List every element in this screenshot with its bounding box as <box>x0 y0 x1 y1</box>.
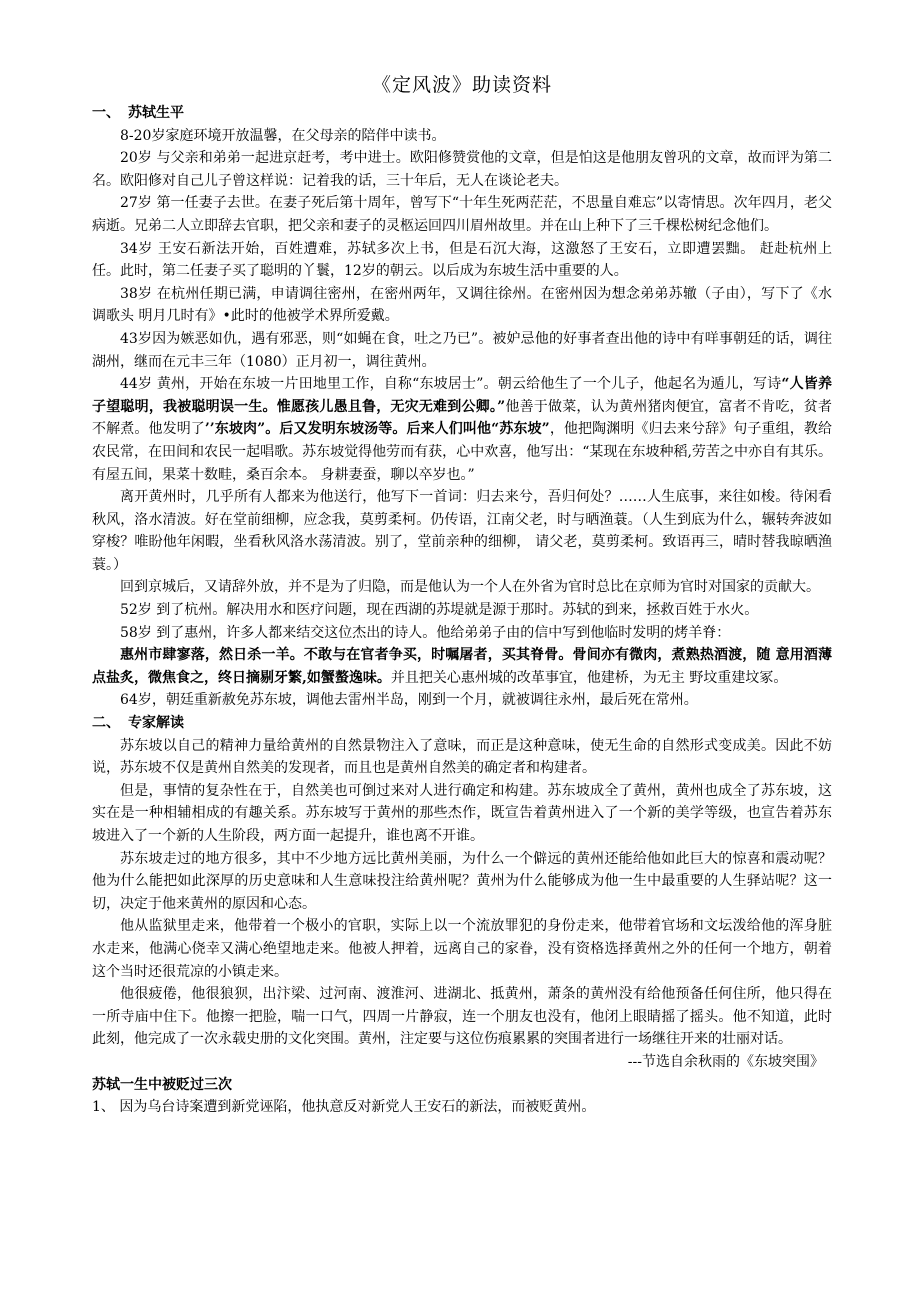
paragraph-huangzhou <box>92 373 832 486</box>
letter-quote: 惠州市肆寥落，然日杀一羊。不敢与在官者争买，时嘱屠者，买其脊骨。骨间亦有微肉，煮熟热酒渡，随 意用酒薄点盐炙，微焦食之，终日摘剔牙繁,如蟹螯逸味。 <box>92 647 832 686</box>
paragraph: 他很疲倦，他很狼狈，出汴梁、过河南、渡淮河、进湖北、抵黄州，萧条的黄州没有给他预备任何住所，他只得在一所寺庙中住下。他擦一把脸，喘一口气，四周一片静寂，连一个朋友也没有，他闭上眼睛摇了摇头。他不知道，此时此刻，他完成了一次永载史册的文化突围。黄州，注定要与这位伤痕累累的突围者进行一场继往开来的壮丽对话。 <box>92 986 832 1048</box>
paragraph: 20岁 与父亲和弟弟一起进京赶考，考中进士。欧阳修赞赏他的文章，但是怕这是他朋友曾巩的文章，故而评为第二名。欧阳修对自己儿子曾这样说：记着我的话，三十年后，无人在谈论老夫。 <box>92 150 832 189</box>
paragraph: 52岁 到了杭州。解决用水和医疗问题，现在西湖的苏堤就是源于那时。苏轼的到来，拯救百姓于水火。 <box>120 602 759 619</box>
paragraph: 64岁，朝廷重新赦免苏东坡，调他去雷州半岛，刚到一个月，就被调往永州，最后死在常州。 <box>120 692 698 709</box>
section-number: 一、 <box>92 105 120 121</box>
paragraph: 58岁 到了惠州，许多人都来结交这位杰出的诗人。他给弟弟子由的信中写到他临时发明的烤羊脊： <box>120 624 731 641</box>
poem-quote: “人皆养子望聪明，我被聪明误一生。惟愿孩儿愚且鲁，无灾无难到公卿。” <box>92 376 832 415</box>
section-heading-expert <box>92 712 832 735</box>
document-page <box>92 70 832 1119</box>
paragraph: 他从监狱里走来，他带着一个极小的官职，实际上以一个流放罪犯的身份走来，他带着官场和文坛泼给他的浑身脏水走来，他满心侥幸又满心绝望地走来。他被人押着，远离自己的家眷，没有资格选择黄州之外的任何一个地方，朝着这个当时还很荒凉的小镇走来。 <box>92 918 832 980</box>
text-run: 44岁 黄州，开始在东坡一片田地里工作，自称“东坡居士”。朝云给他生了一个儿子，他起名为遁儿，写诗 <box>120 376 782 393</box>
text-run: 他善于做菜，认为黄州猪肉便宜，富者不肯吃，贫者不解煮。他发明了 <box>92 398 832 438</box>
document-title: 《定风波》助读资料 <box>371 74 552 96</box>
text-run: ，他把陶渊明《归去来兮辞》句子重组，教给农民常，在田间和农民一起唱歌。苏东坡觉得他劳而有获，心中欢喜，他写出：“某现在东坡种稻,劳苦之中亦自有其乐。有屋五间，果菜十数畦，桑百余本。 身耕妻蚕，聊以卒岁也。” <box>92 421 833 483</box>
dongpo-pork-highlight: ’’东坡肉”。后又发明东坡汤等。后来人们叫他“苏东坡” <box>204 421 550 438</box>
paragraph: 38岁 在杭州任期已满，申请调往密州，在密州两年，又调往徐州。在密州因为想念弟弟苏辙（子由），写下了《水调歌头 明月几时有》•此时的他被学术界所爱戴。 <box>92 285 832 325</box>
paragraph: 苏东坡走过的地方很多，其中不少地方远比黄州美丽，为什么一个僻远的黄州还能给他如此巨大的惊喜和震动呢？他为什么能把如此深厚的历史意味和人生意味投注给黄州呢？黄州为什么能够成为他一生中最重要的人生驿站呢？这一切，决定于他来黄州的原因和心态。 <box>92 850 832 912</box>
text-run: 并且把关心惠州城的改革事宜，他建桥，为无主 野坟重建坟冢。 <box>390 669 788 686</box>
paragraph: 回到京城后，又请辞外放，并不是为了归隐，而是他认为一个人在外省为官时总比在京师为官时对国家的贡献大。 <box>120 579 820 596</box>
paragraph-huizhou <box>92 644 832 689</box>
paragraph: 43岁因为嫉恶如仇，遇有邪恶，则“如蝇在食，吐之乃已”。被妒忌他的好事者查出他的诗中有咩事朝廷的话，调往湖州，继而在元丰三年（1080）正月初一，调往黄州。 <box>92 330 832 370</box>
section-heading-biography <box>92 102 832 125</box>
section-number: 二、 <box>92 715 120 732</box>
section-heading-text: 苏轼生平 <box>128 105 184 121</box>
paragraph: 离开黄州时，几乎所有人都来为他送行，他写下一首词：归去来兮，吾归何处？……人生底事，来往如梭。待闲看秋风，洛水清波。好在堂前细柳，应念我，莫剪柔柯。仍传语，江南父老，时与晒渔蓑。（人生到底为什么，辗转奔波如穿梭？唯盼他年闲暇，坐看秋风洛水荡清波。别了，堂前亲种的细柳， 请父老，莫剪柔柯。致语再三，晴时替我晾晒渔蓑。） <box>92 489 832 573</box>
paragraph: 但是，事情的复杂性在于，自然美也可倒过来对人进行确定和构建。苏东坡成全了黄州，黄州也成全了苏东坡，这实在是一种相辅相成的有趣关系。苏东坡写于黄州的那些杰作，既宣告着黄州进入了一个新的美学等级，也宣告着苏东坡进入了一个新的人生阶段，两方面一起提升，谁也离不开谁。 <box>92 782 832 844</box>
paragraph: 27岁 第一任妻子去世。在妻子死后第十周年，曾写下“十年生死两茫茫，不思量自难忘”以寄情思。次年四月，老父病逝。兄弟二人立即辞去官职，把父亲和妻子的灵柩运回四川眉州故里。并在山上种下了三千棵松树纪念他们。 <box>92 195 832 234</box>
section-heading-demotions: 苏轼一生中被贬过三次 <box>92 1076 232 1093</box>
paragraph: 苏东坡以自己的精神力量给黄州的自然景物注入了意味，而正是这种意味，使无生命的自然形式变成美。因此不妨说，苏东坡不仅是黄州自然美的发现者，而且也是黄州自然美的确定者和构建者。 <box>92 737 832 777</box>
paragraph: 34岁 王安石新法开始，百姓遭难，苏轼多次上书，但是石沉大海，这激怒了王安石，立即遭罢黜。 赶赴杭州上任。此时，第二任妻子买了聪明的丫鬟，12岁的朝云。以后成为东坡生活中重要的人。 <box>92 240 832 280</box>
source-attribution: ---节选自余秋雨的《东坡突围》 <box>627 1053 824 1070</box>
section-heading-text: 专家解读 <box>128 715 184 732</box>
list-item: 1、 因为乌台诗案遭到新党诬陷，他执意反对新党人王安石的新法，而被贬黄州。 <box>92 1099 596 1116</box>
paragraph: 8-20岁家庭环境开放温馨，在父母亲的陪伴中读书。 <box>120 127 446 144</box>
